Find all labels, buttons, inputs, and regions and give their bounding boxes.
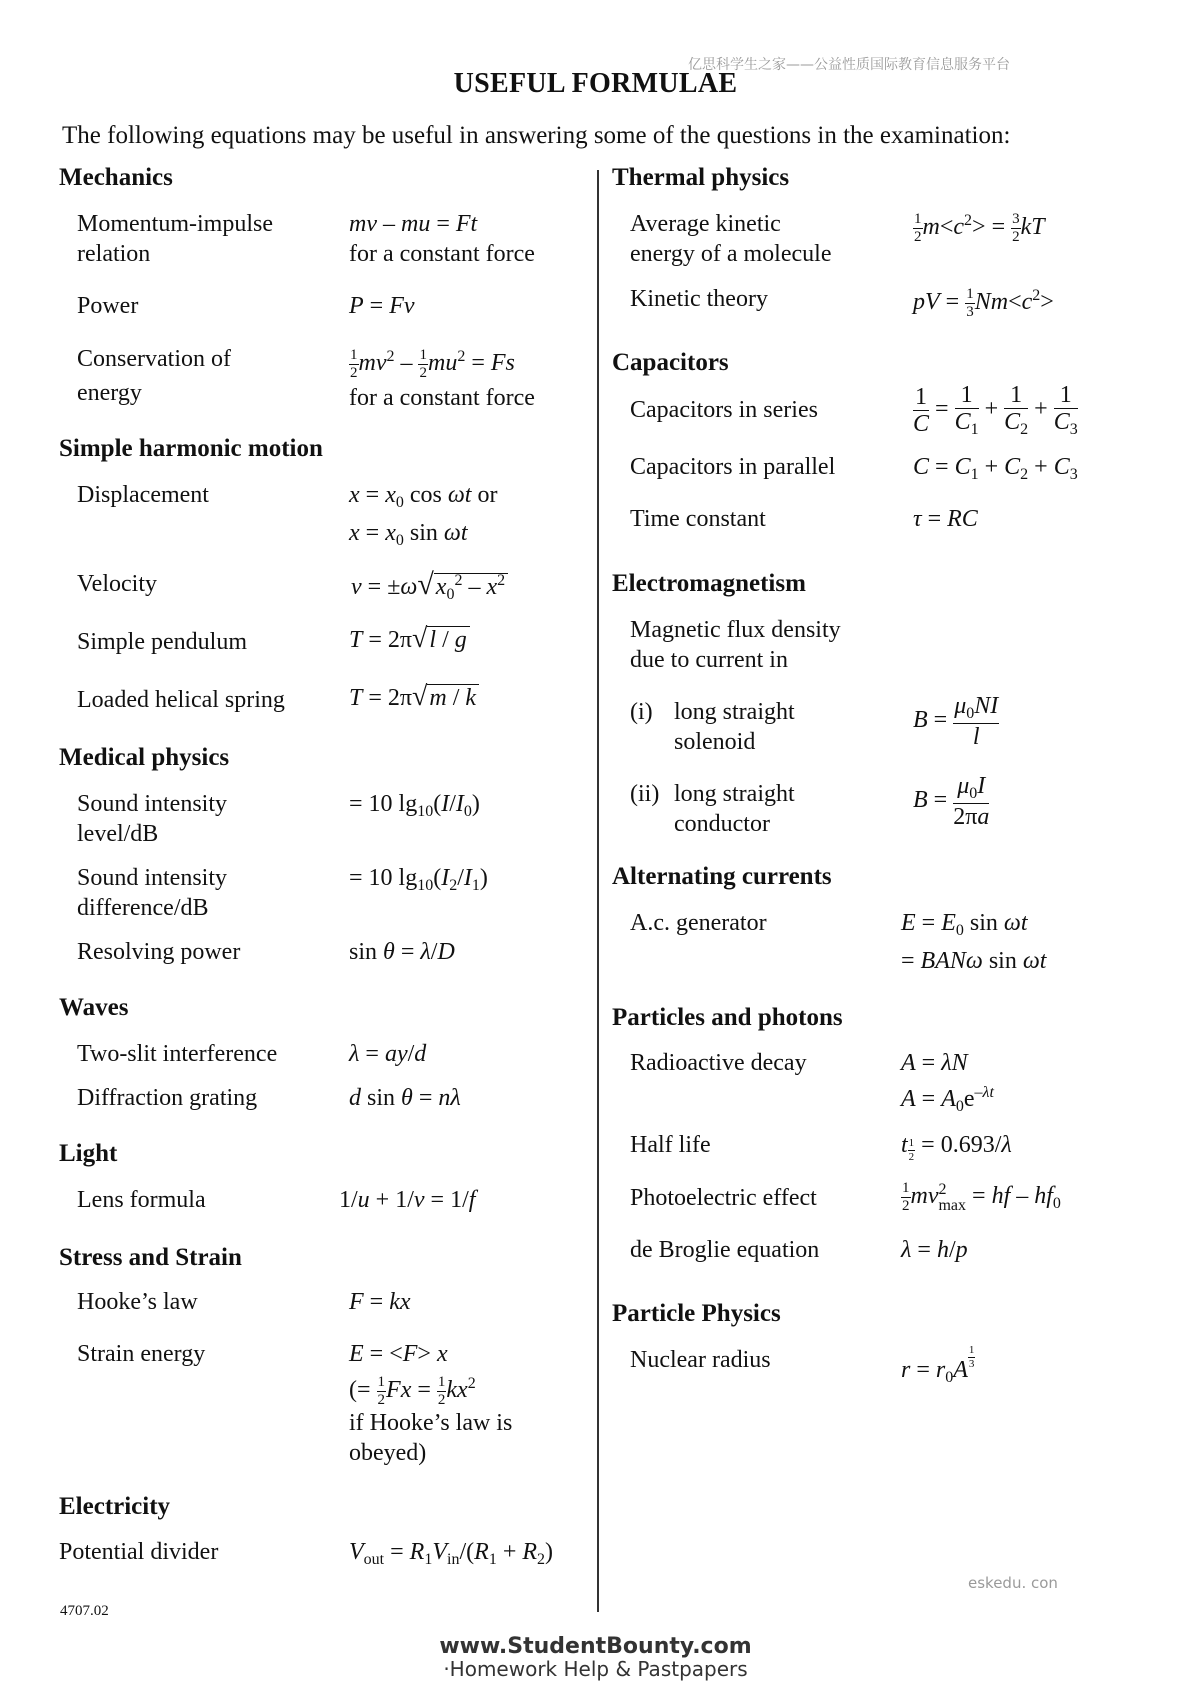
formula-de-broglie: λ = h/p <box>901 1237 968 1263</box>
section-medical: Medical physics <box>59 744 230 771</box>
formula-photoelectric: $\frac{1}{2}$ mv 2 max = hf – $hf_0$ <box>902 1180 1061 1214</box>
label-hooke: Hooke’s law <box>77 1289 198 1315</box>
label-solenoid: long straight solenoid <box>674 699 795 755</box>
section-alternating-currents: Alternating currents <box>612 863 832 890</box>
label-sound-intensity-level: Sound intensity level/dB <box>77 791 228 847</box>
section-thermal: Thermal physics <box>612 164 790 191</box>
section-light: Light <box>59 1140 118 1167</box>
label-half-life: Half life <box>630 1132 711 1158</box>
label-two-slit: Two-slit interference <box>77 1041 278 1067</box>
formula-half-life: t $\frac{1}{2}$ = 0.693/λ <box>901 1132 1012 1163</box>
section-particles-photons: Particles and photons <box>612 1004 843 1031</box>
label-average-ke: Average kinetic energy of a molecule <box>630 211 832 267</box>
formula-momentum-impulse: mv – mu = Ft for a constant force <box>349 211 535 267</box>
formula-capacitors-series: $\frac{1}{C}$ = $\frac{1}{C_1}$ + $\frac{1}{C_2}$ + $\frac{1}{C_3}$ <box>913 382 1078 438</box>
section-particle-physics: Particle Physics <box>612 1300 781 1327</box>
label-pendulum: Simple pendulum <box>77 629 247 655</box>
label-solenoid-num: (i) <box>630 699 653 725</box>
formula-solenoid: B = $\frac{\mu_0NI}{l}$ <box>913 693 999 750</box>
section-electromagnetism: Electromagnetism <box>612 570 806 597</box>
label-displacement: Displacement <box>77 482 209 508</box>
formula-average-ke: $\frac{1}{2}$ $m<c^2>$ = $\frac{3}{2}$ kT <box>914 210 1045 245</box>
intro-text: The following equations may be useful in answering some of the questions in the examination: <box>62 122 1011 149</box>
label-conductor: long straight conductor <box>674 781 795 837</box>
label-photoelectric: Photoelectric effect <box>630 1185 817 1211</box>
formula-lens: 1/u + 1/v = 1/f <box>339 1187 476 1213</box>
formula-power: P = Fv <box>349 293 415 319</box>
label-de-broglie: de Broglie equation <box>630 1237 820 1263</box>
section-capacitors: Capacitors <box>612 349 729 376</box>
label-lens: Lens formula <box>77 1187 206 1213</box>
watermark-bottom: eskedu. con <box>968 1574 1058 1592</box>
label-strain-energy: Strain energy <box>77 1341 206 1367</box>
studentbounty-link[interactable]: www.StudentBounty.com <box>439 1634 752 1659</box>
label-magnetic-flux: Magnetic flux density due to current in <box>630 617 841 673</box>
formula-displacement: $x = x_0$ cos ωt or $x = x_0$ sin ωt <box>349 482 498 549</box>
formula-ac-generator: $E = E_0$ sin ωt = BANω sin ωt <box>901 910 1047 974</box>
formula-pendulum: T = 2π√l / g <box>349 624 470 655</box>
formula-time-constant: τ = RC <box>913 506 978 532</box>
section-shm: Simple harmonic motion <box>59 435 323 462</box>
label-capacitors-parallel: Capacitors in parallel <box>630 454 836 480</box>
column-divider <box>597 170 599 1612</box>
label-conservation-energy: Conservation of energy <box>77 346 231 406</box>
formula-radioactive-decay: A = λN $A = A_0e^{-\lambda t}$ <box>901 1050 994 1115</box>
label-velocity: Velocity <box>77 571 157 597</box>
formula-spring: T = 2π√m / k <box>349 682 479 713</box>
label-power: Power <box>77 293 139 319</box>
formula-velocity: $v = \pm\omega√x_0^2 - x^2$ <box>351 566 508 610</box>
label-resolving-power: Resolving power <box>77 939 241 965</box>
label-time-constant: Time constant <box>630 506 766 532</box>
formula-capacitors-parallel: $C = C_1 + C_2 + C_3$ <box>913 454 1078 483</box>
label-capacitors-series: Capacitors in series <box>630 397 818 423</box>
label-radioactive-decay: Radioactive decay <box>630 1050 807 1076</box>
formula-grating: d sin θ = nλ <box>349 1085 461 1111</box>
formula-sound-intensity-level: = 10 $\lg_{10}(I/I_0)$ <box>349 791 480 820</box>
formula-strain-energy: E = <F> x (= $\frac{1}{2}$ Fx = $\frac{1}{2}$ $kx^2$ if Hooke’s law is obeyed) <box>349 1341 513 1466</box>
section-stress-strain: Stress and Strain <box>59 1244 242 1271</box>
formula-potential-divider: $V_{out} = R_1V_{in}/(R_1 + R_2)$ <box>349 1539 554 1568</box>
section-electricity: Electricity <box>59 1493 171 1520</box>
page-title: USEFUL FORMULAE <box>453 68 738 99</box>
label-kinetic-theory: Kinetic theory <box>630 286 768 312</box>
label-momentum-impulse: Momentum-impulse relation <box>77 211 273 267</box>
label-spring: Loaded helical spring <box>77 687 285 713</box>
formula-two-slit: λ = ay/d <box>349 1041 427 1067</box>
formula-hooke: F = kx <box>349 1289 411 1315</box>
label-grating: Diffraction grating <box>77 1085 258 1111</box>
watermark-top: 亿思科学生之家——公益性质国际教育信息服务平台 <box>688 57 1010 73</box>
formula-sound-intensity-difference: = 10 $\lg_{10}(I_2/I_1)$ <box>349 865 488 894</box>
label-sound-intensity-difference: Sound intensity difference/dB <box>77 865 228 921</box>
document-code: 4707.02 <box>60 1603 109 1619</box>
section-mechanics: Mechanics <box>59 164 173 191</box>
formula-conductor: B = $\frac{\mu_0I}{2\pi a}$ <box>913 773 990 830</box>
label-potential-divider: Potential divider <box>59 1539 219 1565</box>
studentbounty-tagline: ·Homework Help & Pastpapers <box>443 1657 748 1681</box>
label-conductor-num: (ii) <box>630 781 660 807</box>
formula-conservation-energy: $\frac{1}{2}$ $mv^2$ – $\frac{1}{2}$ $mu^2 = Fs$ for a constant force <box>349 346 535 411</box>
label-ac-generator: A.c. generator <box>630 910 767 936</box>
label-nuclear-radius: Nuclear radius <box>630 1347 771 1373</box>
section-waves: Waves <box>59 994 129 1021</box>
formula-kinetic-theory: pV = $\frac{1}{3}$ $Nm<c^2>$ <box>913 285 1054 320</box>
formula-nuclear-radius: $r = r_0A$ $\frac{1}{3}$ <box>901 1344 975 1386</box>
formula-resolving-power: sin θ = λ/D <box>349 939 455 965</box>
